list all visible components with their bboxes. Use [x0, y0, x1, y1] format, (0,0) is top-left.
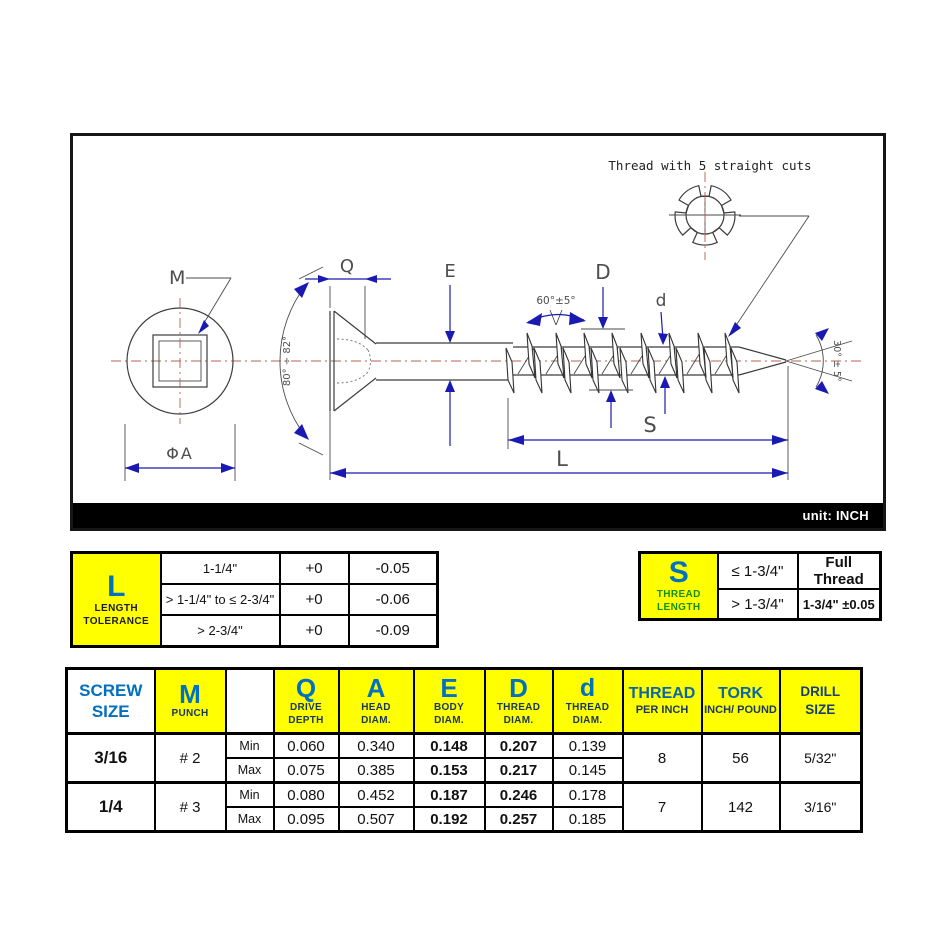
col-q-drive-depth: Q DRIVE DEPTH: [274, 669, 339, 734]
a-value: 0.340: [339, 734, 414, 759]
l-lower-cell: -0.05: [349, 553, 438, 585]
e-value: 0.187: [414, 783, 485, 808]
max-label: Max: [226, 758, 274, 783]
drill-value: 3/16": [780, 783, 862, 832]
d-minor-label: d: [655, 291, 667, 311]
d-major-value: 0.257: [485, 807, 553, 832]
length-tolerance-table: [70, 551, 439, 648]
dim-e: [444, 261, 455, 446]
col-tork: TORK INCH/ POUND: [702, 669, 780, 734]
e-value: 0.192: [414, 807, 485, 832]
thread-length-table: [638, 551, 882, 621]
tork-value: 56: [702, 734, 780, 783]
dim-m: [169, 267, 231, 334]
l-lower-cell: -0.09: [349, 615, 438, 647]
col-d-major-thread-diam: D THREAD DIAM.: [485, 669, 553, 734]
s-label: S: [643, 413, 657, 437]
unit-bar: [73, 503, 883, 528]
s-table-header: [640, 553, 718, 620]
a-value: 0.452: [339, 783, 414, 808]
screw-spec-table: [65, 667, 863, 833]
tork-value: 142: [702, 783, 780, 832]
e-value: 0.148: [414, 734, 485, 759]
punch-cell: # 2: [155, 734, 226, 783]
thread-cuts-detail: [608, 158, 811, 260]
d-major-value: 0.246: [485, 783, 553, 808]
l-label: L: [556, 447, 568, 471]
spec-row-316-min: [67, 734, 862, 759]
dim-q: [305, 256, 391, 339]
l-upper-cell: +0: [280, 584, 349, 615]
drawing-panel: [70, 133, 886, 531]
thread-angle: [526, 295, 586, 326]
head-angle-label: 80° ÷ 82°: [282, 335, 293, 387]
q-value: 0.080: [274, 783, 339, 808]
dim-s: [508, 366, 788, 480]
l-upper-cell: +0: [280, 553, 349, 585]
s-value-cell: Full Thread: [798, 553, 881, 590]
dim-minor-diameter: [656, 291, 670, 414]
screw-size-cell: 1/4: [67, 783, 155, 832]
tip-angle-label: 30° ± 5°: [831, 340, 842, 382]
thread-profile: [506, 333, 739, 393]
screw-technical-drawing: [73, 136, 883, 503]
min-label: Min: [226, 734, 274, 759]
d-major-value: 0.207: [485, 734, 553, 759]
l-range-cell: 1-1/4": [161, 553, 280, 585]
d-minor-value: 0.139: [553, 734, 623, 759]
spec-header-row: [67, 669, 862, 734]
col-drill-size: DRILL SIZE: [780, 669, 862, 734]
m-label: M: [169, 267, 186, 289]
col-e-body-diam: E BODY DIAM.: [414, 669, 485, 734]
punch-cell: # 3: [155, 783, 226, 832]
l-label-line1: LENGTH: [94, 602, 138, 614]
l-lower-cell: -0.06: [349, 584, 438, 615]
screw-size-cell: 3/16: [67, 734, 155, 783]
s-label-line2: LENGTH: [656, 602, 701, 613]
d-major-label: D: [595, 260, 611, 284]
thread-angle-label: 60°±5°: [536, 295, 576, 307]
detail-leader: [728, 216, 809, 337]
dim-phi-a: [125, 424, 235, 481]
col-thread-per-inch: THREAD PER INCH: [623, 669, 702, 734]
s-label-line1: THREAD: [656, 589, 701, 600]
col-minmax: [226, 669, 274, 734]
s-range-cell: > 1-3/4": [718, 589, 798, 620]
col-d-minor-thread-diam: d THREAD DIAM.: [553, 669, 623, 734]
s-range-cell: ≤ 1-3/4": [718, 553, 798, 590]
d-minor-value: 0.185: [553, 807, 623, 832]
s-value-cell: 1-3/4" ±0.05: [798, 589, 881, 620]
e-value: 0.153: [414, 758, 485, 783]
shank: [376, 343, 513, 380]
q-label: Q: [339, 256, 355, 277]
l-range-cell: > 2-3/4": [161, 615, 280, 647]
l-label-line2: TOLERANCE: [83, 615, 150, 627]
d-minor-value: 0.178: [553, 783, 623, 808]
q-value: 0.060: [274, 734, 339, 759]
l-range-cell: > 1-1/4" to ≤ 2-3/4": [161, 584, 280, 615]
a-value: 0.385: [339, 758, 414, 783]
spec-row-14-min: [67, 783, 862, 808]
dim-l: [330, 411, 788, 480]
l-letter: L: [107, 569, 126, 603]
phi-a-label: ΦA: [166, 444, 194, 463]
min-label: Min: [226, 783, 274, 808]
detail-callout-text: Thread with 5 straight cuts: [608, 158, 812, 173]
col-screw-size: SCREW SIZE: [67, 669, 155, 734]
q-value: 0.095: [274, 807, 339, 832]
unit-label: unit: INCH: [802, 508, 869, 523]
drill-value: 5/32": [780, 734, 862, 783]
max-label: Max: [226, 807, 274, 832]
l-upper-cell: +0: [280, 615, 349, 647]
q-value: 0.075: [274, 758, 339, 783]
tpi-value: 8: [623, 734, 702, 783]
s-letter: S: [668, 556, 689, 589]
l-table-header: [72, 553, 161, 647]
a-value: 0.507: [339, 807, 414, 832]
col-m-punch: M PUNCH: [155, 669, 226, 734]
col-a-head-diam: A HEAD DIAM.: [339, 669, 414, 734]
tpi-value: 7: [623, 783, 702, 832]
d-minor-value: 0.145: [553, 758, 623, 783]
e-label: E: [444, 261, 456, 282]
d-major-value: 0.217: [485, 758, 553, 783]
